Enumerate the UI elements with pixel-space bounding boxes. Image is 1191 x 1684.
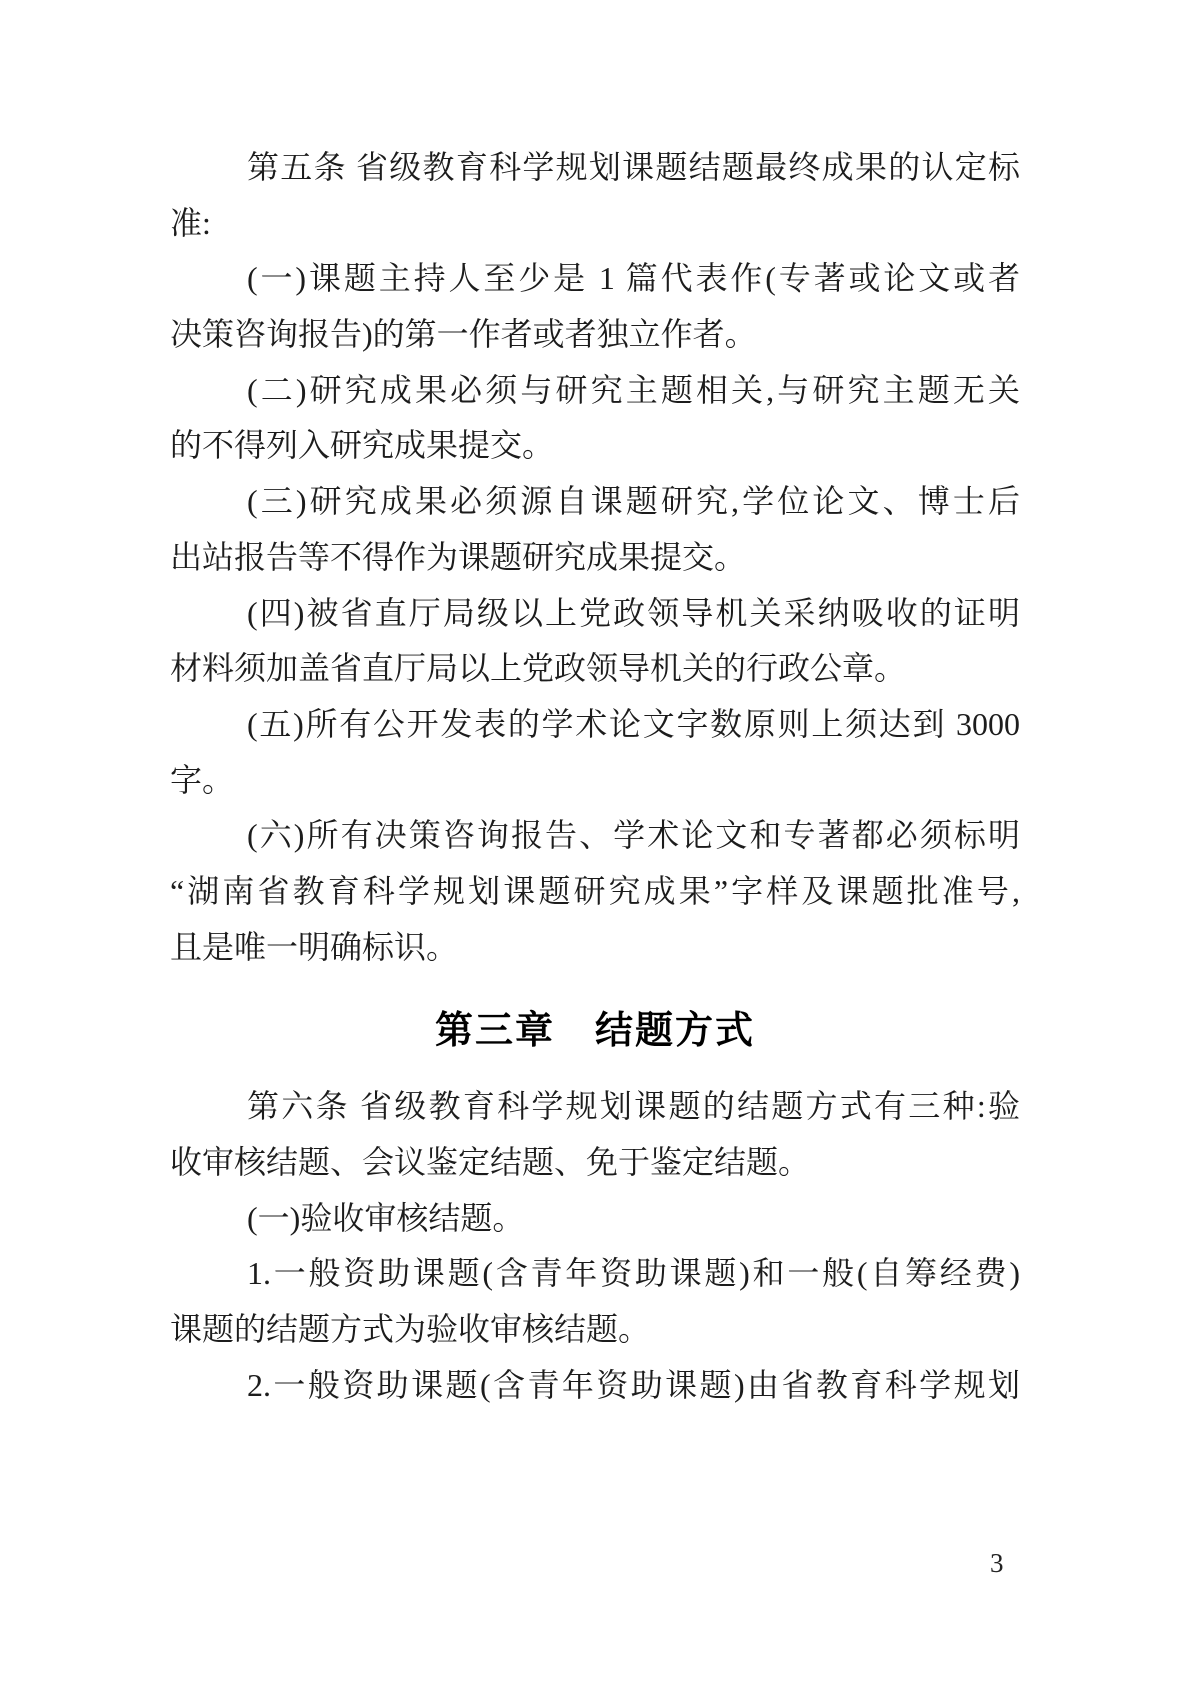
body-line: 收审核结题、会议鉴定结题、免于鉴定结题。: [170, 1144, 811, 1180]
body-line: 1.一般资助课题(含青年资助课题)和一般(自筹经费): [247, 1255, 1020, 1292]
body-line: 且是唯一明确标识。: [170, 928, 459, 965]
chapter-heading: 第三章 结题方式: [434, 1010, 755, 1053]
body-line: “湖南省教育科学规划课题研究成果”字样及课题批准号,: [170, 872, 1020, 909]
page-number: 3: [990, 1548, 1004, 1578]
body-line: (四)被省直厅局级以上党政领导机关采纳吸收的证明: [247, 594, 1020, 631]
body-line: (六)所有决策咨询报告、学术论文和专著都必须标明: [247, 817, 1020, 854]
body-line: (一)验收审核结题。: [247, 1199, 525, 1236]
body-line: 2.一般资助课题(含青年资助课题)由省教育科学规划: [247, 1366, 1020, 1403]
body-line: 课题的结题方式为验收审核结题。: [170, 1311, 651, 1348]
body-line: 准:: [170, 204, 211, 241]
body-line: (三)研究成果必须源自课题研究,学位论文、博士后: [247, 483, 1020, 520]
body-line: 材料须加盖省直厅局以上党政领导机关的行政公章。: [170, 650, 907, 687]
body-line: (一)课题主持人至少是 1 篇代表作(专著或论文或者: [247, 260, 1020, 297]
body-line: (二)研究成果必须与研究主题相关,与研究主题无关: [247, 371, 1020, 408]
body-line: 字。: [170, 761, 235, 798]
body-line: (五)所有公开发表的学术论文字数原则上须达到 3000: [247, 705, 1020, 742]
body-line: 决策咨询报告)的第一作者或者独立作者。: [170, 316, 757, 353]
body-line: 第五条 省级教育科学规划课题结题最终成果的认定标: [247, 149, 1020, 185]
document-body: [170, 140, 1020, 1413]
body-line: 第六条 省级教育科学规划课题的结题方式有三种:验: [247, 1088, 1020, 1125]
body-line: 出站报告等不得作为课题研究成果提交。: [170, 538, 747, 575]
body-line: 的不得列入研究成果提交。: [170, 427, 555, 464]
